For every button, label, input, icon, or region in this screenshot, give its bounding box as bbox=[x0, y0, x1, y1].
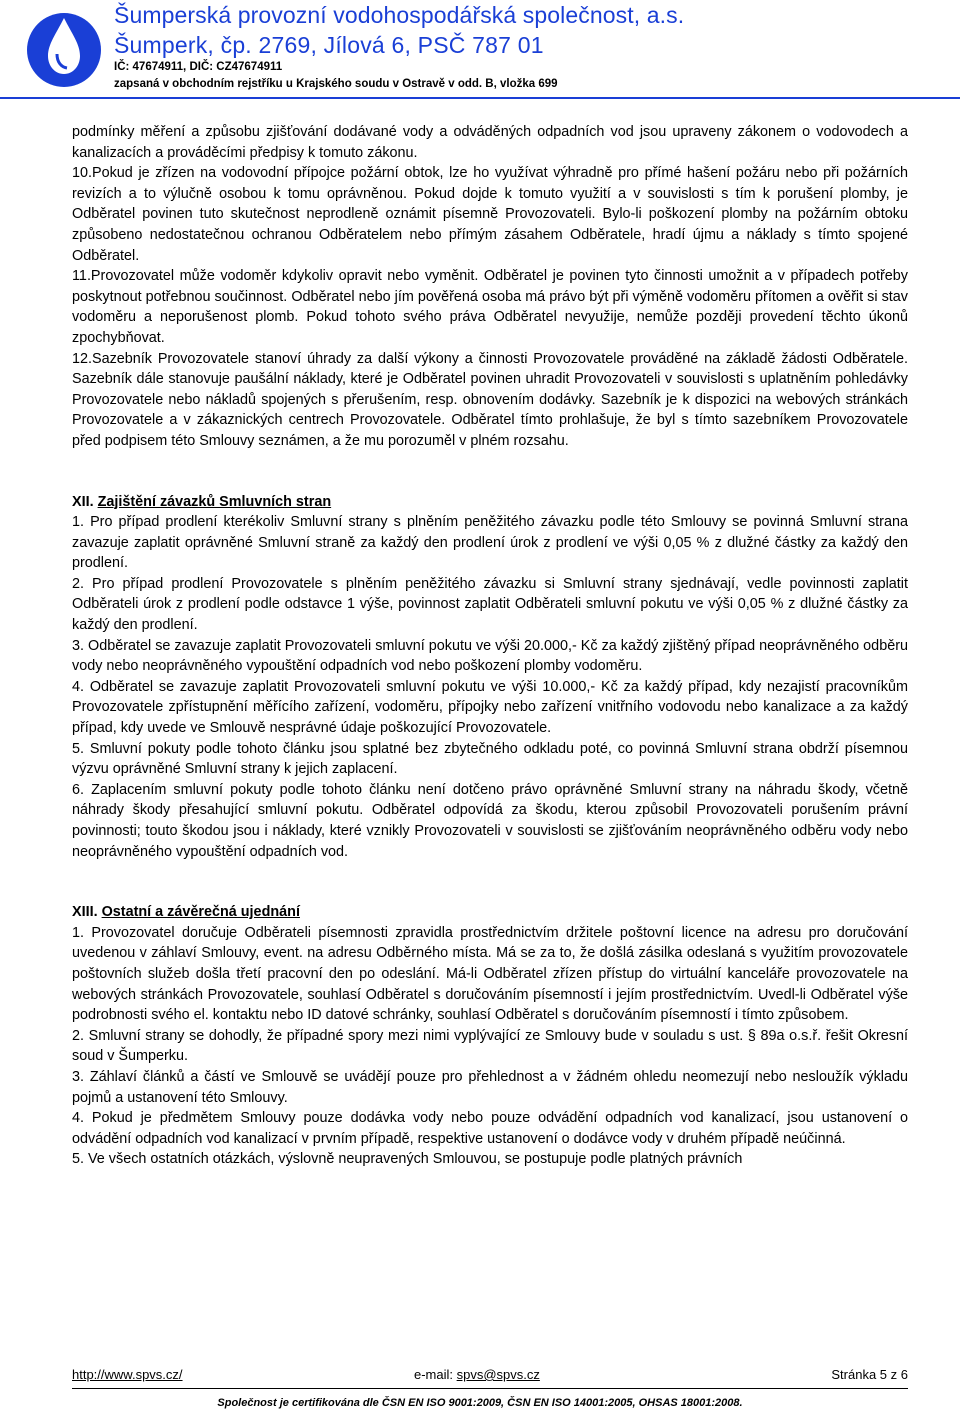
section-xiii-paragraph: 4. Pokud je předmětem Smlouvy pouze dodávka vody nebo pouze odvádění odpadních vod kanalizací, jsou ustanovení o odvádění odpadních vod kanalizací v prvním případě, respektive ustanovení o dodávce vody v druhém případě neúčinná. bbox=[72, 1110, 908, 1147]
section-title: Zajištění závazků Smluvních stran bbox=[97, 493, 332, 510]
company-name: Šumperská provozní vodohospodářská společnost, a.s. bbox=[114, 2, 685, 28]
paragraph-10: 10.Pokud je zřízen na vodovodní přípojce požární obtok, lze ho využívat výhradně pro přímé hašení požáru nebo při požárních revizích a to výlučně osobou k tomu oprávněnou. Pokud dojde k tomuto využití a v souvislosti s tím k porušení plomby, je Odběratel povinen tuto skutečnost neprodleně oznámit písemně Provozovateli. Bylo-li poškození plomby na požárním obtoku způsobeno nedostatečnou ochranou Odběratelem nebo přímým zásahem Odběratele, hradí újmu a náklady s tímto spojené Odběratel. bbox=[72, 165, 908, 264]
company-registry: zapsaná v obchodním rejstříku u Krajského soudu v Ostravě v odd. B, vložka 699 bbox=[114, 78, 558, 90]
page-number: Stránka 5 z 6 bbox=[831, 1367, 908, 1382]
section-number: XIII. bbox=[72, 904, 98, 921]
paragraph-11: 11.Provozovatel může vodoměr kdykoliv opravit nebo vyměnit. Odběratel je povinen tyto činnosti umožnit a v případech potřeby poskytnout potřebnou součinnost. Odběratel nebo jím pověřená osoba má právo být při výměně vodoměru přítomen a ověřit si stav vodoměru a neporušenost plomb. Pokud tohoto svého práva Odběratel nevyužije, nemůže později provedení těchto úkonů zpochybňovat. bbox=[72, 268, 908, 346]
letterhead bbox=[0, 0, 960, 100]
company-ids: IČ: 47674911, DIČ: CZ47674911 bbox=[114, 61, 283, 73]
water-drop-logo-icon bbox=[26, 4, 102, 90]
certification-note: Společnost je certifikována dle ČSN EN ISO 9001:2009, ČSN EN ISO 14001:2005, OHSAS 18001:2008. bbox=[217, 1397, 743, 1409]
section-title: Ostatní a závěrečná ujednání bbox=[101, 904, 300, 921]
document-body bbox=[72, 122, 908, 1170]
footer-divider bbox=[72, 1388, 908, 1389]
email-link[interactable]: spvs@spvs.cz bbox=[456, 1367, 540, 1382]
section-xii-paragraph: 1. Pro případ prodlení kterékoliv Smluvní strany s plněním peněžitého závazku podle této Smlouvy se povinná Smluvní strana zavazuje zaplatit oprávněné Smluvní straně za každý den prodlení úrok z prodlení ve výši 0,05 % z dlužné částky za každý den prodlení. bbox=[72, 514, 908, 572]
section-xiii-paragraph: 3. Záhlaví článků a částí ve Smlouvě se uvádějí pouze pro přehlednost a v žádném ohledu neomezují nebo nesloužík výkladu pojmů a ustanovení této Smlouvy. bbox=[72, 1068, 908, 1106]
company-address: Šumperk, čp. 2769, Jílová 6, PSČ 787 01 bbox=[114, 32, 544, 58]
paragraph-12: 12.Sazebník Provozovatele stanoví úhrady za další výkony a činnosti Provozovatele prováděné na základě žádosti Odběratele. Sazebník dále stanovuje paušální náklady, které je Odběratel povinen uhradit Provozovateli v souvislosti s uplatněním pohledávky Provozovatele nebo nákladů spojených s přerušením, resp. obnovením dodávky. Sazebník je k dispozici na webových stránkách Provozovatele a v zákaznických centrech Provozovatele. Odběratel tímto prohlašuje, že byl s tímto sazebníkem Provozovatele před podpisem této Smlouvy seznámen, a že mu porozuměl v plném rozsahu. bbox=[72, 350, 908, 449]
section-xiii-heading bbox=[72, 902, 908, 923]
paragraph-measurement: podmínky měření a způsobu zjišťování dodávané vody a odváděných odpadních vod jsou upraveny zákonem o vodovodech a kanalizacích a prováděcími předpisy k tomuto zákonu. bbox=[72, 124, 908, 161]
section-xiii-paragraph: 5. Ve všech ostatních otázkách, výslovně neupravených Smlouvou, se postupuje podle platných právních bbox=[72, 1151, 743, 1168]
section-xii-paragraph: 6. Zaplacením smluvní pokuty podle tohoto článku není dotčeno právo oprávněné Smluvní strany na náhradu škody, včetně náhrady škody přesahující smluvní pokutu. Odběratel odpovídá za škodu, kterou způsobil Provozovateli porušením právní povinnosti; touto škodou jsou i náklady, které vznikly Provozovateli v souvislosti se zjišťováním neoprávněného odběru vody nebo neoprávněného vypouštění odpadních vod. bbox=[72, 781, 908, 860]
email-contact bbox=[414, 1367, 540, 1382]
email-label: e-mail: bbox=[414, 1367, 457, 1382]
footer-links bbox=[72, 1367, 908, 1385]
website-link[interactable]: http://www.spvs.cz/ bbox=[72, 1367, 183, 1382]
section-xii-paragraph: 4. Odběratel se zavazuje zaplatit Provozovateli smluvní pokutu ve výši 10.000,- Kč za každý případ, kdy nezajistí pracovníkům Provozovatele zpřístupnění měřícího zařízení, vodoměru, přípojky nebo zařízení vnitřního vodovodu nebo kanalizace a za každý případ, kdy uvede ve Smlouvě nesprávné údaje poškozující Provozovatele. bbox=[72, 678, 908, 737]
section-xiii-paragraph: 2. Smluvní strany se dohodly, že případné spory mezi nimi vyplývající ze Smlouvy bude v souladu s ust. § 89a o.s.ř. řešit Okresní soud v Šumperku. bbox=[72, 1027, 908, 1065]
section-xii-heading bbox=[72, 492, 908, 513]
section-xii-paragraph: 2. Pro případ prodlení Provozovatele s plněním peněžitého závazku si Smluvní strany sjednávají, vedle povinnosti zaplatit Odběrateli úrok z prodlení podle odstavce 1 výše, povinnost zaplatit Odběrateli smluvní pokutu ve výši 0,05 % z dlužné částky za každý den prodlení. bbox=[72, 575, 908, 634]
header-divider bbox=[0, 97, 960, 99]
section-xii-paragraph: 3. Odběratel se zavazuje zaplatit Provozovateli smluvní pokutu ve výši 20.000,- Kč za každý zjištěný případ neoprávněného odběru vody nebo neoprávněného vypouštění odpadních vod nebo poškození plomby vodoměru. bbox=[72, 637, 908, 675]
section-number: XII. bbox=[72, 493, 94, 510]
section-xii-paragraph: 5. Smluvní pokuty podle tohoto článku jsou splatné bez zbytečného odkladu poté, co povinná Smluvní strana obdrží písemnou výzvu oprávněné Smluvní strany k jejich zaplacení. bbox=[72, 740, 908, 778]
section-xiii-paragraph: 1. Provozovatel doručuje Odběrateli písemnosti zpravidla prostřednictvím držitele poštovní licence na adresu pro doručování uvedenou v záhlaví Smlouvy, event. na adresu Odběrného místa. Má se za to, že došlá zásilka odeslaná s využitím provozovatele poštovních služeb došla třetí pracovní den po odeslání. Má-li Odběratel zřízen přístup do virtuální kanceláře provozovatele na webových stránkách Provozovatele, souhlasí Odběratel s doručováním písemností i jejím prostřednictvím. Uvedl-li Odběratel výše podrobnosti svého el. kontaktu nebo ID datové schránky, souhlasí Odběratel s doručováním písemností i tímto způsobem. bbox=[72, 924, 908, 1024]
